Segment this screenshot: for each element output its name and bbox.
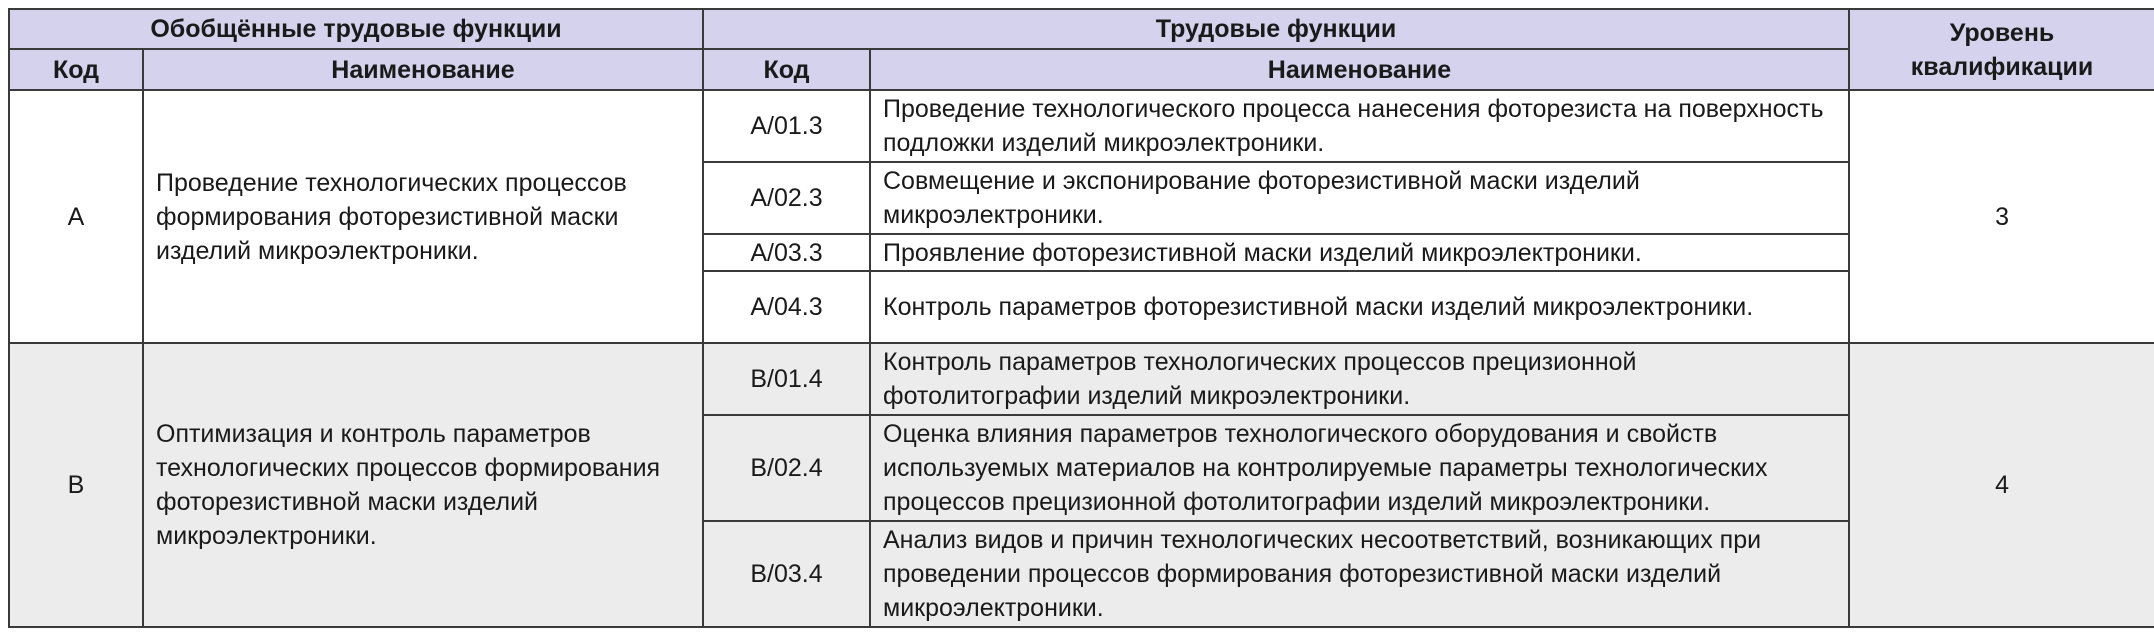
function-code: B/02.4 — [703, 415, 870, 521]
function-name: Проявление фоторезистивной маски изделий микроэлектроники. — [870, 234, 1849, 271]
function-code: A/01.3 — [703, 90, 870, 162]
function-name: Проведение технологического процесса нанесения фоторезиста на поверхность подложки изделий микроэлектроники. — [870, 90, 1849, 162]
function-code: A/03.3 — [703, 234, 870, 271]
function-name: Анализ видов и причин технологических несоответствий, возникающих при проведении процессов формирования фоторезистивной маски изделий микроэлектроники. — [870, 521, 1849, 627]
generalized-code-header: Код — [9, 49, 143, 90]
group-name: Оптимизация и контроль параметров технологических процессов формирования фоторезистивной маски изделий микроэлектроники. — [143, 343, 703, 627]
function-code: A/02.3 — [703, 162, 870, 234]
table-row — [9, 90, 2154, 162]
function-name: Контроль параметров технологических процессов прецизионной фотолитографии изделий микроэлектроники. — [870, 343, 1849, 415]
group-name: Проведение технологических процессов формирования фоторезистивной маски изделий микроэлектроники. — [143, 90, 703, 343]
function-code: B/03.4 — [703, 521, 870, 627]
table-row — [9, 343, 2154, 415]
qualification-level-header: Уровень квалификации — [1849, 9, 2154, 90]
function-name: Контроль параметров фоторезистивной маски изделий микроэлектроники. — [870, 271, 1849, 343]
qualification-level: 4 — [1849, 343, 2154, 627]
generalized-functions-header: Обобщённые трудовые функции — [9, 9, 703, 49]
labor-functions-header: Трудовые функции — [703, 9, 1849, 49]
function-name-header: Наименование — [870, 49, 1849, 90]
function-code: B/01.4 — [703, 343, 870, 415]
function-code: A/04.3 — [703, 271, 870, 343]
function-name: Оценка влияния параметров технологического оборудования и свойств используемых материалов на контролируемые параметры технологических процессов прецизионной фотолитографии изделий микроэлектроники. — [870, 415, 1849, 521]
group-code: B — [9, 343, 143, 627]
labor-functions-table — [8, 8, 2154, 628]
function-code-header: Код — [703, 49, 870, 90]
qualification-level: 3 — [1849, 90, 2154, 343]
generalized-name-header: Наименование — [143, 49, 703, 90]
function-name: Совмещение и экспонирование фоторезистивной маски изделий микроэлектроники. — [870, 162, 1849, 234]
group-code: A — [9, 90, 143, 343]
